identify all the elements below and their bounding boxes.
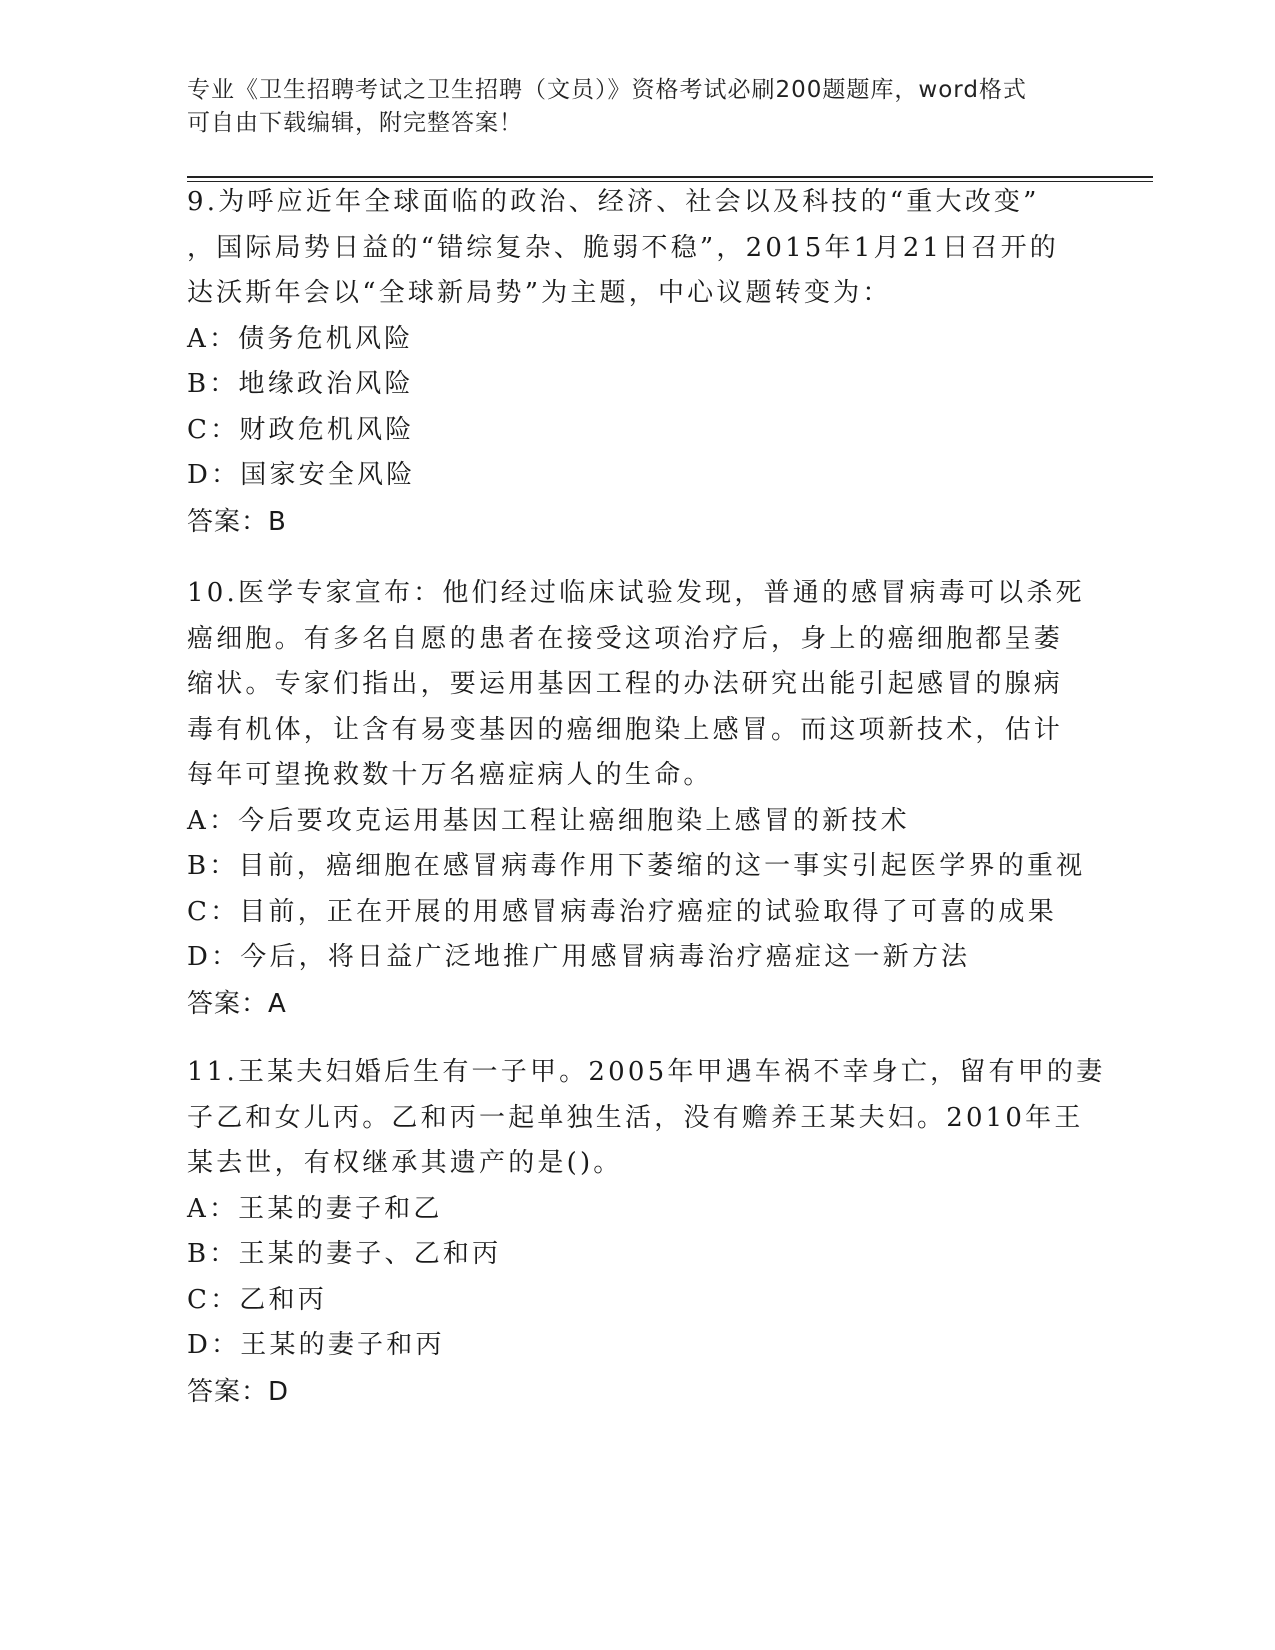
option-d: D：今后，将日益广泛地推广用感冒病毒治疗癌症这一新方法 <box>187 942 971 972</box>
question-stem-line: 毒有机体，让含有易变基因的癌细胞染上感冒。而这项新技术，估计 <box>187 714 1064 745</box>
document-header <box>187 74 1067 140</box>
option-a: A：王某的妻子和乙 <box>187 1193 443 1224</box>
option-b: B：王某的妻子、乙和丙 <box>187 1239 502 1269</box>
header-line-1: 专业《卫生招聘考试之卫生招聘（文员）》资格考试必刷200题题库，word格式 <box>187 77 1027 103</box>
question-stem-line: 达沃斯年会以“全球新局势”为主题，中心议题转变为： <box>187 278 892 308</box>
option-b: B：目前，癌细胞在感冒病毒作用下萎缩的这一事实引起医学界的重视 <box>187 851 1086 881</box>
question-9 <box>187 180 1087 545</box>
header-line-2: 可自由下载编辑，附完整答案！ <box>187 110 523 136</box>
question-10 <box>187 571 1087 1027</box>
question-stem-line: 子乙和女儿丙。乙和丙一起单独生活，没有赡养王某夫妇。2010年王 <box>187 1102 1084 1133</box>
option-d: D：国家安全风险 <box>187 460 416 490</box>
answer-line: 答案：A <box>187 988 287 1019</box>
option-c: C：目前，正在开展的用感冒病毒治疗癌症的试验取得了可喜的成果 <box>187 896 1057 927</box>
question-stem-line: 11.王某夫妇婚后生有一子甲。2005年甲遇车祸不幸身亡，留有甲的妻 <box>187 1057 1106 1087</box>
option-c: C：乙和丙 <box>187 1284 327 1315</box>
option-a: A：债务危机风险 <box>187 323 414 354</box>
question-stem-line: 9.为呼应近年全球面临的政治、经济、社会以及科技的“重大改变” <box>187 187 1040 217</box>
option-a: A：今后要攻克运用基因工程让癌细胞染上感冒的新技术 <box>187 805 910 836</box>
answer-line: 答案：B <box>187 506 287 537</box>
question-stem-line: 癌细胞。有多名自愿的患者在接受这项治疗后，身上的癌细胞都呈萎 <box>187 623 1064 654</box>
option-b: B：地缘政治风险 <box>187 369 414 399</box>
question-11 <box>187 1050 1106 1415</box>
question-stem-line: 每年可望挽救数十万名癌症病人的生命。 <box>187 760 713 790</box>
question-stem-line: 某去世，有权继承其遗产的是()。 <box>187 1148 623 1178</box>
question-stem-line: ，国际局势日益的“错综复杂、脆弱不稳”，2015年1月21日召开的 <box>187 232 1059 263</box>
answer-line: 答案：D <box>187 1376 290 1407</box>
question-stem-line: 缩状。专家们指出，要运用基因工程的办法研究出能引起感冒的腺病 <box>187 669 1064 699</box>
option-d: D：王某的妻子和丙 <box>187 1330 445 1360</box>
question-stem-line: 10.医学专家宣布：他们经过临床试验发现，普通的感冒病毒可以杀死 <box>187 578 1085 608</box>
option-c: C：财政危机风险 <box>187 414 415 445</box>
